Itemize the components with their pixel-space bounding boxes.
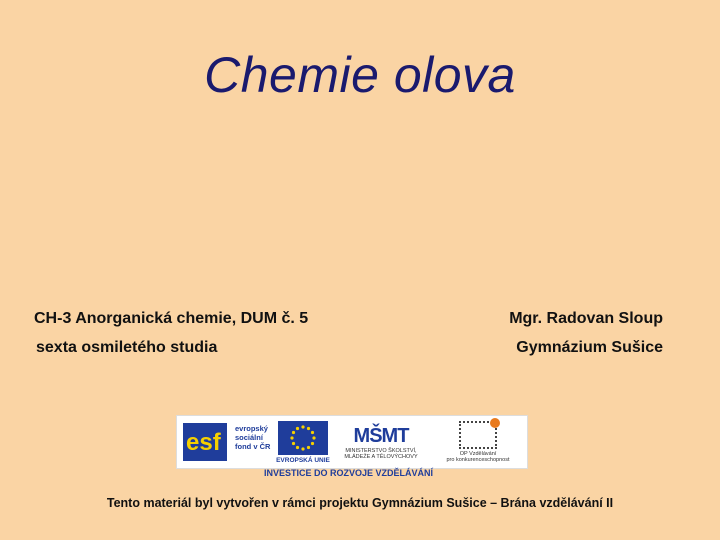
msmt-caption-line: MINISTERSTVO ŠKOLSTVÍ, <box>345 447 417 454</box>
msmt-logo <box>333 416 429 468</box>
author-label: Mgr. Radovan Sloup <box>509 310 663 327</box>
esf-text-line: fond v ČR <box>235 442 271 451</box>
esf-text <box>235 424 270 451</box>
esf-text-line: sociální <box>235 433 263 442</box>
funding-logos-strip <box>176 415 528 469</box>
footer-note: Tento materiál byl vytvořen v rámci projektu Gymnázium Sušice – Brána vzdělávání II <box>106 496 614 510</box>
esf-mark: esf <box>186 429 221 456</box>
eu-caption: EVROPSKÁ UNIE <box>276 456 330 464</box>
grade-label: sexta osmiletého studia <box>36 339 218 356</box>
op-logo <box>429 416 527 468</box>
msmt-caption <box>344 448 417 460</box>
op-caption-line: OP Vzdělávání <box>459 451 497 457</box>
op-dot-icon <box>490 418 500 428</box>
investice-caption: INVESTICE DO ROZVOJE VZDĚLÁVÁNÍ <box>264 468 434 478</box>
course-label: CH-3 Anorganická chemie, DUM č. 5 <box>34 310 309 327</box>
eu-flag-icon <box>278 421 328 455</box>
op-caption-line: pro konkurenceschopnost <box>446 457 510 463</box>
esf-logo <box>177 416 273 468</box>
school-label: Gymnázium Sušice <box>516 339 663 356</box>
op-box-icon <box>459 421 497 449</box>
msmt-mark: MŠMT <box>353 424 409 447</box>
op-caption <box>447 451 510 463</box>
eu-logo <box>273 416 333 468</box>
slide-title: Chemie olova <box>204 47 516 103</box>
msmt-caption-line: MLÁDEŽE A TĚLOVÝCHOVY <box>344 453 418 460</box>
esf-text-line: evropský <box>235 424 268 433</box>
